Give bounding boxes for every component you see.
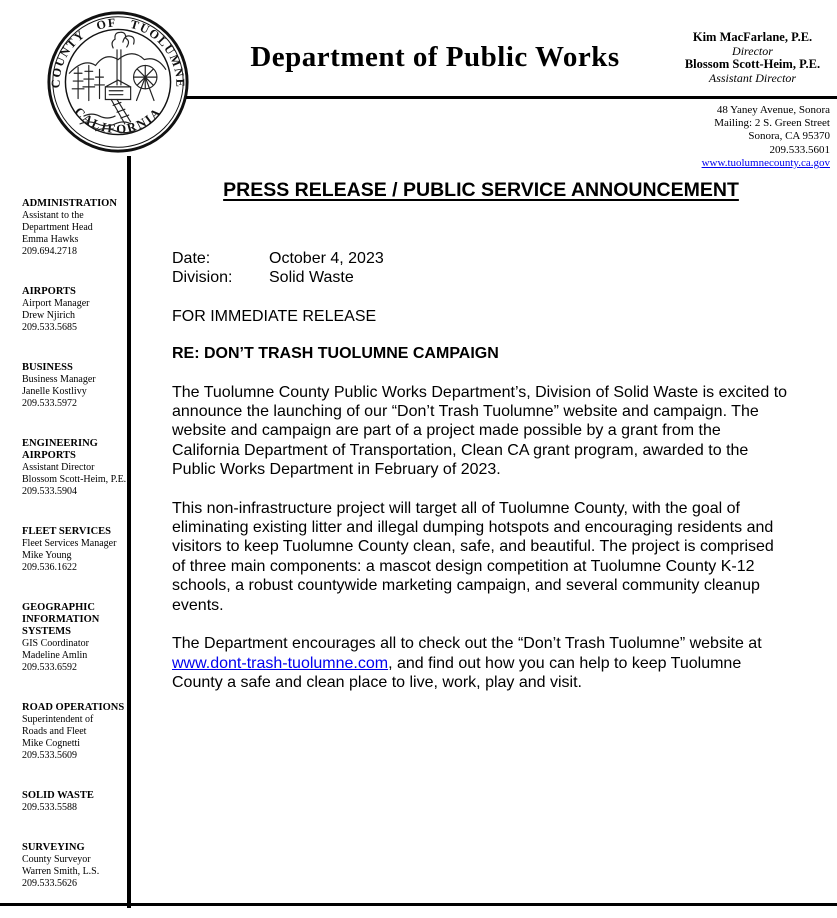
sidebar-section-heading: FLEET SERVICES <box>22 526 112 537</box>
press-release-heading: PRESS RELEASE / PUBLIC SERVICE ANNOUNCEMENT <box>223 179 739 201</box>
paragraph-campaign-announcement: The Tuolumne County Public Works Department’s, Division of Solid Waste is excited to announce the launching of our “Don’t Trash Tuolumne” website and campaign. The website and campaign are part of a project made possible by a grant from the California Department of Transportation, Clean CA grant program, awarded to the Public Works Department in February of 2023. <box>172 383 788 479</box>
seal-bottom-text: CALIFORNIA <box>71 104 165 137</box>
press-release-body <box>172 179 790 692</box>
sidebar-section-heading: GEOGRAPHIC INFORMATION SYSTEMS <box>22 602 100 637</box>
county-seal-image <box>45 9 191 155</box>
sidebar-line: Assistant Director <box>22 462 95 473</box>
sidebar-section-heading: ADMINISTRATION <box>22 198 117 209</box>
sidebar-section-surveying <box>22 842 130 890</box>
address-line-mailing: Mailing: 2 S. Green Street <box>714 117 830 130</box>
address-line-street: 48 Yaney Avenue, Sonora <box>716 104 830 116</box>
sidebar-section-engineering-airports <box>22 438 130 498</box>
sidebar-line: Mike Cognetti <box>22 738 81 749</box>
sidebar-line: 209.533.6592 <box>22 662 77 673</box>
sidebar-section-heading: AIRPORTS <box>22 286 76 297</box>
sidebar-section-administration <box>22 198 130 258</box>
seal-top-text: COUNTY OF TUOLUMNE <box>48 15 188 89</box>
sidebar-section-heading: SOLID WASTE <box>22 790 94 801</box>
immediate-release-line: FOR IMMEDIATE RELEASE <box>172 307 377 325</box>
meta-row-date <box>172 249 790 268</box>
paragraph-project-description: This non-infrastructure project will target all of Tuolumne County, with the goal of eliminating existing litter and illegal dumping hotspots and encouraging residents and visitors to keep Tuolumne County clean, safe, and beautiful. The project is comprised of three main components: a mascot design competition at Tuolumne County K-12 schools, a robust countywide marketing campaign, and several community cleanup events. <box>172 499 774 614</box>
sidebar-line: 209.533.5904 <box>22 486 77 497</box>
sidebar-line: Blossom Scott-Heim, P.E. <box>22 474 127 485</box>
county-website-link[interactable]: www.tuolumnecounty.ca.gov <box>701 156 830 169</box>
sidebar-line: Emma Hawks <box>22 234 79 245</box>
sidebar-section-solid-waste <box>22 790 130 814</box>
address-line-city: Sonora, CA 95370 <box>748 130 830 143</box>
paragraph-call-to-action <box>172 634 790 692</box>
sidebar-section-heading: ROAD OPERATIONS <box>22 702 125 713</box>
sidebar-line: Roads and Fleet <box>22 726 87 737</box>
sidebar-line: 209.533.5626 <box>22 878 77 889</box>
sidebar-section-gis <box>22 602 130 674</box>
sidebar-line: Madeline Amlin <box>22 650 88 661</box>
date-label: Date: <box>172 250 211 267</box>
sidebar-section-heading: BUSINESS <box>22 362 73 373</box>
address-line-phone: 209.533.5601 <box>769 143 830 156</box>
page-title: Department of Public Works <box>250 41 620 73</box>
sidebar-section-heading: ENGINEERING AIRPORTS <box>22 438 98 461</box>
official-role-assistant-director: Assistant Director <box>708 70 797 85</box>
sidebar-line: 209.694.2718 <box>22 246 77 257</box>
sidebar-section-heading: SURVEYING <box>22 842 85 853</box>
sidebar-section-airports <box>22 286 130 334</box>
sidebar-line: 209.533.5588 <box>22 802 77 813</box>
sidebar-line: 209.533.5609 <box>22 750 77 761</box>
sidebar-line: Department Head <box>22 222 93 233</box>
sidebar-line: 209.533.5972 <box>22 398 77 409</box>
sidebar-section-fleet-services <box>22 526 130 574</box>
meta-block <box>172 249 790 288</box>
sidebar-line: County Surveyor <box>22 854 91 865</box>
sidebar-line: Warren Smith, L.S. <box>22 866 100 877</box>
meta-row-division <box>172 268 790 287</box>
county-seal <box>45 9 191 155</box>
sidebar-line: Mike Young <box>22 550 72 561</box>
campaign-website-link[interactable]: www.dont-trash-tuolumne.com <box>172 654 389 672</box>
official-name-director: Kim MacFarlane, P.E. <box>692 30 813 44</box>
call-to-action-text-after: , and find out how you can help to keep Tuolumne County a safe and clean place to live, work, play and visit. <box>172 654 742 691</box>
sidebar-line: Superintendent of <box>22 714 94 725</box>
sidebar-line: Airport Manager <box>22 298 90 309</box>
sidebar-line: GIS Coordinator <box>22 638 89 649</box>
address-block <box>560 104 830 170</box>
header-divider <box>186 96 837 99</box>
sidebar-section-road-operations <box>22 702 130 762</box>
department-directory <box>22 198 130 918</box>
division-value: Solid Waste <box>269 269 354 287</box>
call-to-action-text-before: The Department encourages all to check out the “Don’t Trash Tuolumne” website at <box>172 635 762 653</box>
official-name-assistant-director: Blossom Scott-Heim, P.E. <box>684 57 821 71</box>
sidebar-line: Janelle Kostlivy <box>22 386 87 397</box>
sidebar-line: 209.533.5685 <box>22 322 77 333</box>
official-role-director: Director <box>732 43 773 58</box>
sidebar-line: 209.536.1622 <box>22 562 77 573</box>
sidebar-line: Fleet Services Manager <box>22 538 117 549</box>
officials-block <box>635 31 837 85</box>
sidebar-line: Drew Njirich <box>22 310 76 321</box>
sidebar-line: Business Manager <box>22 374 96 385</box>
division-label: Division: <box>172 269 233 287</box>
sidebar-section-business <box>22 362 130 410</box>
svg-text:COUNTY OF TUOLUMNE <box>48 15 187 88</box>
sidebar-line: Assistant to the <box>22 210 84 221</box>
subject-line: RE: DON’T TRASH TUOLUMNE CAMPAIGN <box>172 345 499 363</box>
date-value: October 4, 2023 <box>269 250 384 267</box>
